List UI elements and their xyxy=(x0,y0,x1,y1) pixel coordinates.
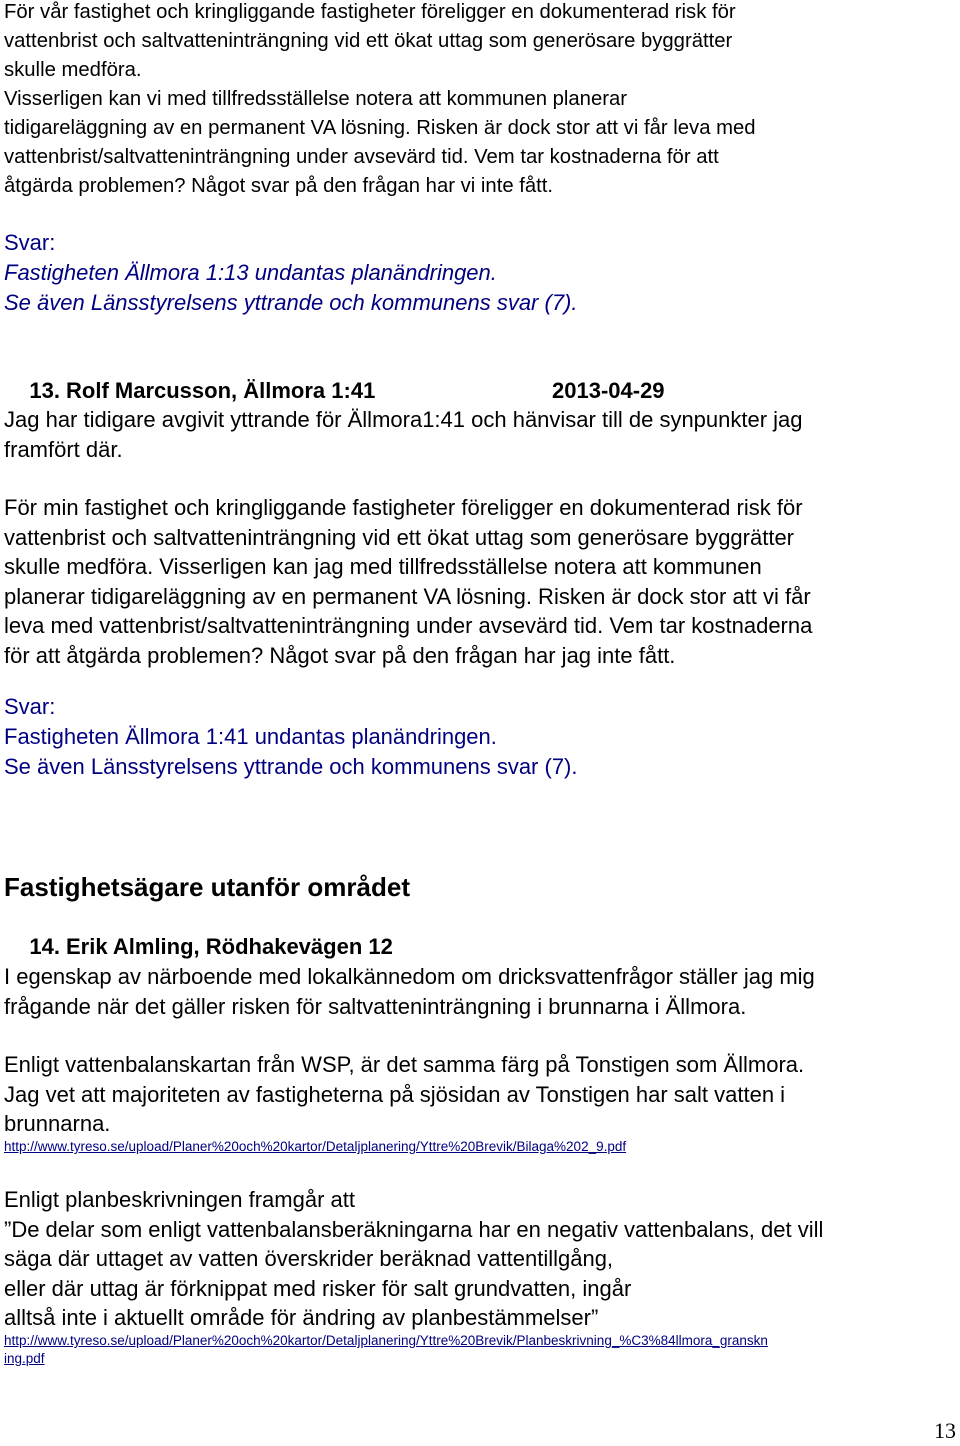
entry-14-para-3 xyxy=(4,1185,956,1333)
wsp-map-link[interactable]: http://www.tyreso.se/upload/Planer%20och%20kartor/Detaljplanering/Yttre%20Brevik/Bilaga%202_9.pdf xyxy=(4,1139,627,1154)
text-line: Visserligen kan vi med tillfredsställelse notera att kommunen planerar xyxy=(4,88,628,110)
planbeskrivning-link-continued[interactable]: ing.pdf xyxy=(4,1351,45,1366)
text-line: framfört där. xyxy=(4,436,123,462)
text-line: leva med vattenbrist/saltvatteninträngning under avsevärd tid. Vem tar kostnaderna xyxy=(4,613,813,638)
entry-14-heading xyxy=(4,932,956,962)
answer-reference: Se även Länsstyrelsens yttrande och kommunens svar (7). xyxy=(4,754,578,779)
paragraph-risk-ours xyxy=(4,0,956,201)
text-line: skulle medföra. xyxy=(4,59,142,81)
answer-label: Svar: xyxy=(4,230,56,255)
text-line: vattenbrist/saltvatteninträngning under avsevärd tid. Vem tar kostnaderna för att xyxy=(4,146,719,168)
text-line: Jag har tidigare avgivit yttrande för Ällmora1:41 och hänvisar till de synpunkter jag xyxy=(4,407,803,432)
quote-line: eller där uttag är förknippat med risker för salt grundvatten, ingår xyxy=(4,1275,632,1301)
answer-label: Svar: xyxy=(4,694,56,719)
entry-name: Erik Almling, Rödhakevägen 12 xyxy=(66,934,393,959)
section-heading xyxy=(4,870,956,904)
text-line: För vår fastighet och kringliggande fastigheter föreligger en dokumenterad risk för xyxy=(4,1,736,23)
text-line: vattenbrist och saltvatteninträngning vid ett ökat uttag som generösare byggrätter xyxy=(4,524,795,550)
text-line: skulle medföra. Visserligen kan jag med tillfredsställelse notera att kommunen xyxy=(4,554,762,579)
entry-date: 2013-04-29 xyxy=(552,378,665,403)
text-line: planerar tidigareläggning av en permanent VA lösning. Risken är dock stor att vi får xyxy=(4,583,811,609)
answer-text: Fastigheten Ällmora 1:13 undantas planändringen. xyxy=(4,260,497,285)
text-line: Enligt planbeskrivningen framgår att xyxy=(4,1187,355,1212)
quote-line: alltså inte i aktuellt område för ändring av planbestämmelser” xyxy=(4,1305,599,1330)
text-line: Enligt vattenbalanskartan från WSP, är det samma färg på Tonstigen som Ällmora. xyxy=(4,1052,805,1077)
page-number: 13 xyxy=(934,1418,956,1443)
entry-number: 13. xyxy=(29,378,60,403)
entry-13-intro xyxy=(4,405,956,464)
section-title: Fastighetsägare utanför området xyxy=(4,872,410,902)
text-line: för att åtgärda problemen? Något svar på den frågan har jag inte fått. xyxy=(4,642,676,668)
answer-reference: Se även Länsstyrelsens yttrande och kommunens svar (7). xyxy=(4,290,578,315)
text-line: tidigareläggning av en permanent VA lösning. Risken är dock stor att vi får leva med xyxy=(4,117,756,139)
entry-name: Rolf Marcusson, Ällmora 1:41 xyxy=(66,378,376,403)
entry-13-heading xyxy=(4,376,956,406)
quote-line: säga där uttaget av vatten överskrider beräknad vattentillgång, xyxy=(4,1246,614,1271)
text-line: brunnarna. xyxy=(4,1111,111,1136)
answer-block-13 xyxy=(4,692,956,782)
answer-block-1 xyxy=(4,228,956,318)
text-line: För min fastighet och kringliggande fastigheter föreligger en dokumenterad risk för xyxy=(4,495,803,520)
entry-14-para-1 xyxy=(4,962,956,1021)
url-block-1 xyxy=(4,1138,956,1156)
quote-line: ”De delar som enligt vattenbalansberäkningarna har en negativ vattenbalans, det vill xyxy=(4,1216,824,1242)
entry-number: 14. xyxy=(29,934,60,959)
text-line: åtgärda problemen? Något svar på den frågan har vi inte fått. xyxy=(4,175,554,197)
text-line: vattenbrist och saltvatteninträngning vid ett ökat uttag som generösare byggrätter xyxy=(4,30,733,52)
entry-13-body xyxy=(4,493,956,670)
text-line: I egenskap av närboende med lokalkännedom om dricksvattenfrågor ställer jag mig xyxy=(4,964,815,989)
planbeskrivning-link[interactable]: http://www.tyreso.se/upload/Planer%20och%20kartor/Detaljplanering/Yttre%20Brevik/Planbeskrivning_%C3%84llmora_granskn xyxy=(4,1333,768,1348)
entry-14-para-2 xyxy=(4,1050,956,1139)
url-block-2 xyxy=(4,1332,956,1368)
text-line: Jag vet att majoriteten av fastigheterna på sjösidan av Tonstigen har salt vatten i xyxy=(4,1081,786,1107)
answer-text: Fastigheten Ällmora 1:41 undantas planändringen. xyxy=(4,724,497,749)
text-line: frågande när det gäller risken för saltvatteninträngning i brunnarna i Ällmora. xyxy=(4,993,747,1019)
